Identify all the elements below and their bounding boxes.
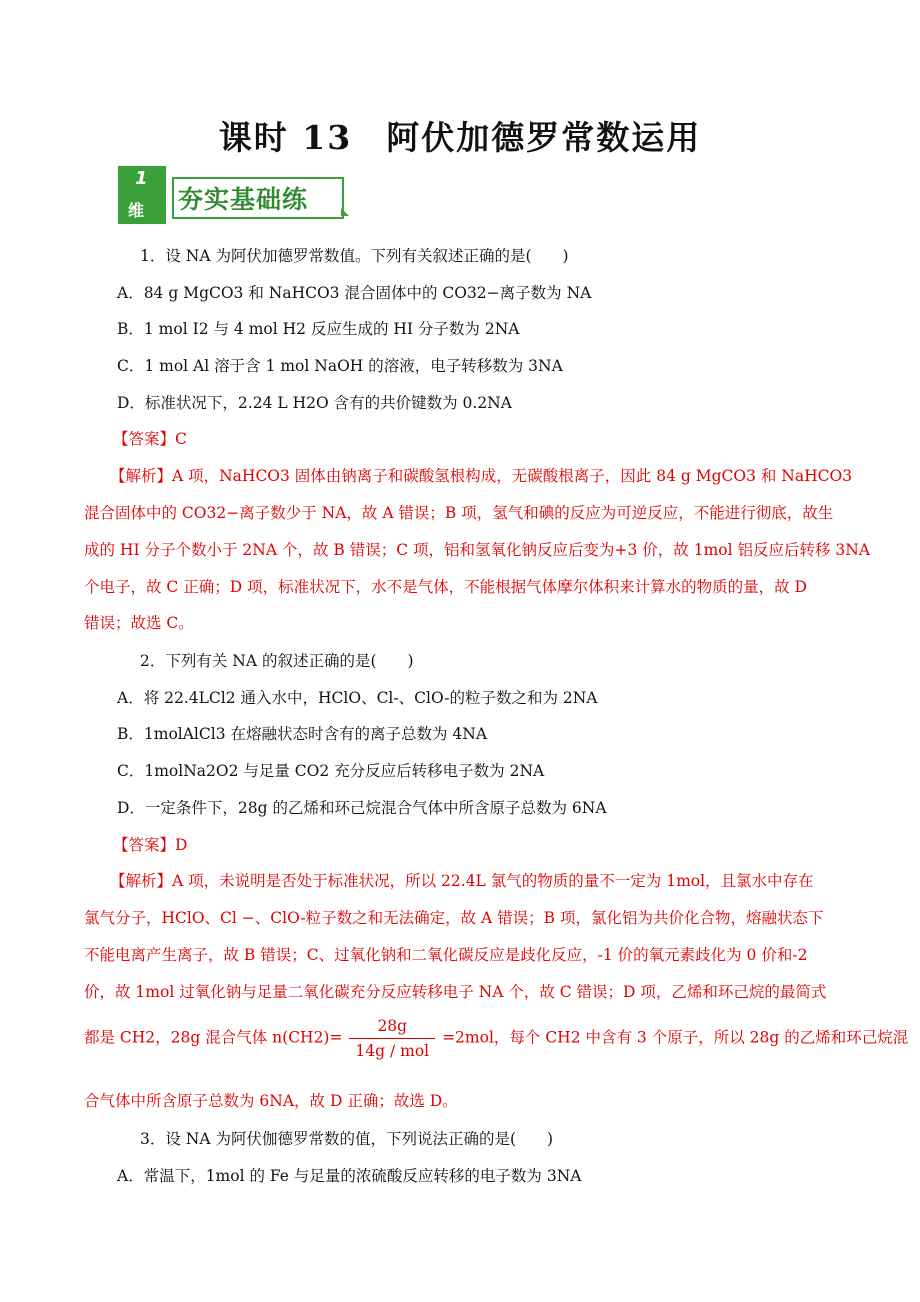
title-topic: 阿伏加德罗常数运用	[386, 118, 702, 157]
q1-option-b: B．1 mol I2 与 4 mol H2 反应生成的 HI 分子数为 2NA	[117, 320, 520, 338]
q2-option-b: B．1molAlCl3 在熔融状态时含有的离子总数为 4NA	[117, 725, 488, 743]
fraction-denominator: 14g / mol	[355, 1042, 430, 1060]
q2-explanation-5	[0, 1017, 920, 1060]
q1-explanation-1: 【解析】A 项，NaHCO3 固体由钠离子和碳酸氢根构成，无碳酸根离子，因此 84 g MgCO3 和 NaHCO3	[110, 467, 853, 485]
q2-option-d: D．一定条件下，28g 的乙烯和环己烷混合气体中所含原子总数为 6NA	[117, 799, 607, 817]
q3-option-a: A．常温下，1mol 的 Fe 与足量的浓硫酸反应转移的电子数为 3NA	[117, 1167, 582, 1185]
fraction	[349, 1017, 435, 1060]
q2-exp5-pre: 都是 CH2，28g 混合气体 n(CH2)=	[84, 1028, 343, 1047]
section-badge	[118, 166, 348, 226]
q2-explanation-4: 价，故 1mol 过氧化钠与足量二氧化碳充分反应转移电子 NA 个，故 C 错误；D 项，乙烯和环己烷的最简式	[84, 983, 827, 1001]
q2-explanation-6: 合气体中所含原子总数为 6NA，故 D 正确；故选 D。	[84, 1092, 458, 1110]
q2-answer: 【答案】D	[113, 836, 188, 854]
q2-option-a: A．将 22.4LCl2 通入水中，HClO、Cl-、ClO-的粒子数之和为 2NA	[117, 689, 598, 707]
q2-exp5-post: =2mol，每个 CH2 中含有 3 个原子，所以 28g 的乙烯和环己烷混	[442, 1028, 909, 1047]
q2-stem: 2．下列有关 NA 的叙述正确的是( )	[140, 652, 414, 670]
q2-explanation-3: 不能电离产生离子，故 B 错误；C、过氧化钠和二氧化碳反应是歧化反应，-1 价的氧元素歧化为 0 价和-2	[84, 946, 808, 964]
title-lesson: 课时 13	[218, 118, 353, 157]
page-title	[0, 112, 920, 159]
q1-option-c: C．1 mol Al 溶于含 1 mol NaOH 的溶液，电子转移数为 3NA	[117, 357, 563, 375]
q2-explanation-1: 【解析】A 项，未说明是否处于标准状况，所以 22.4L 氯气的物质的量不一定为 1mol，且氯水中存在	[110, 872, 814, 890]
q1-explanation-4: 个电子，故 C 正确；D 项，标准状况下，水不是气体，不能根据气体摩尔体积来计算水的物质的量，故 D	[84, 578, 807, 596]
q1-explanation-3: 成的 HI 分子个数小于 2NA 个，故 B 错误；C 项，铝和氢氧化钠反应后变为+3 价，故 1mol 铝反应后转移 3NA	[84, 541, 871, 559]
q3-stem: 3．设 NA 为阿伏伽德罗常数的值，下列说法正确的是( )	[140, 1130, 554, 1148]
badge-label: 夯实基础练	[178, 185, 309, 214]
q1-stem: 1．设 NA 为阿伏加德罗常数值。下列有关叙述正确的是( )	[140, 247, 569, 265]
badge-tail-icon	[341, 208, 349, 216]
q1-option-a: A．84 g MgCO3 和 NaHCO3 混合固体中的 CO32−离子数为 NA	[117, 284, 592, 302]
q1-option-d: D．标准状况下，2.24 L H2O 含有的共价键数为 0.2NA	[117, 394, 512, 412]
badge-number: 1	[135, 168, 148, 189]
q1-explanation-5: 错误；故选 C。	[84, 614, 194, 632]
q2-option-c: C．1molNa2O2 与足量 CO2 充分反应后转移电子数为 2NA	[117, 762, 545, 780]
fraction-numerator: 28g	[349, 1017, 435, 1039]
badge-wei: 维	[128, 201, 145, 220]
q2-explanation-2: 氯气分子，HClO、Cl −、ClO-粒子数之和无法确定，故 A 错误；B 项，氯化铝为共价化合物，熔融状态下	[84, 909, 824, 927]
q1-explanation-2: 混合固体中的 CO32−离子数少于 NA，故 A 错误；B 项，氢气和碘的反应为可逆反应，不能进行彻底，故生	[84, 504, 834, 522]
q1-answer: 【答案】C	[113, 430, 187, 448]
